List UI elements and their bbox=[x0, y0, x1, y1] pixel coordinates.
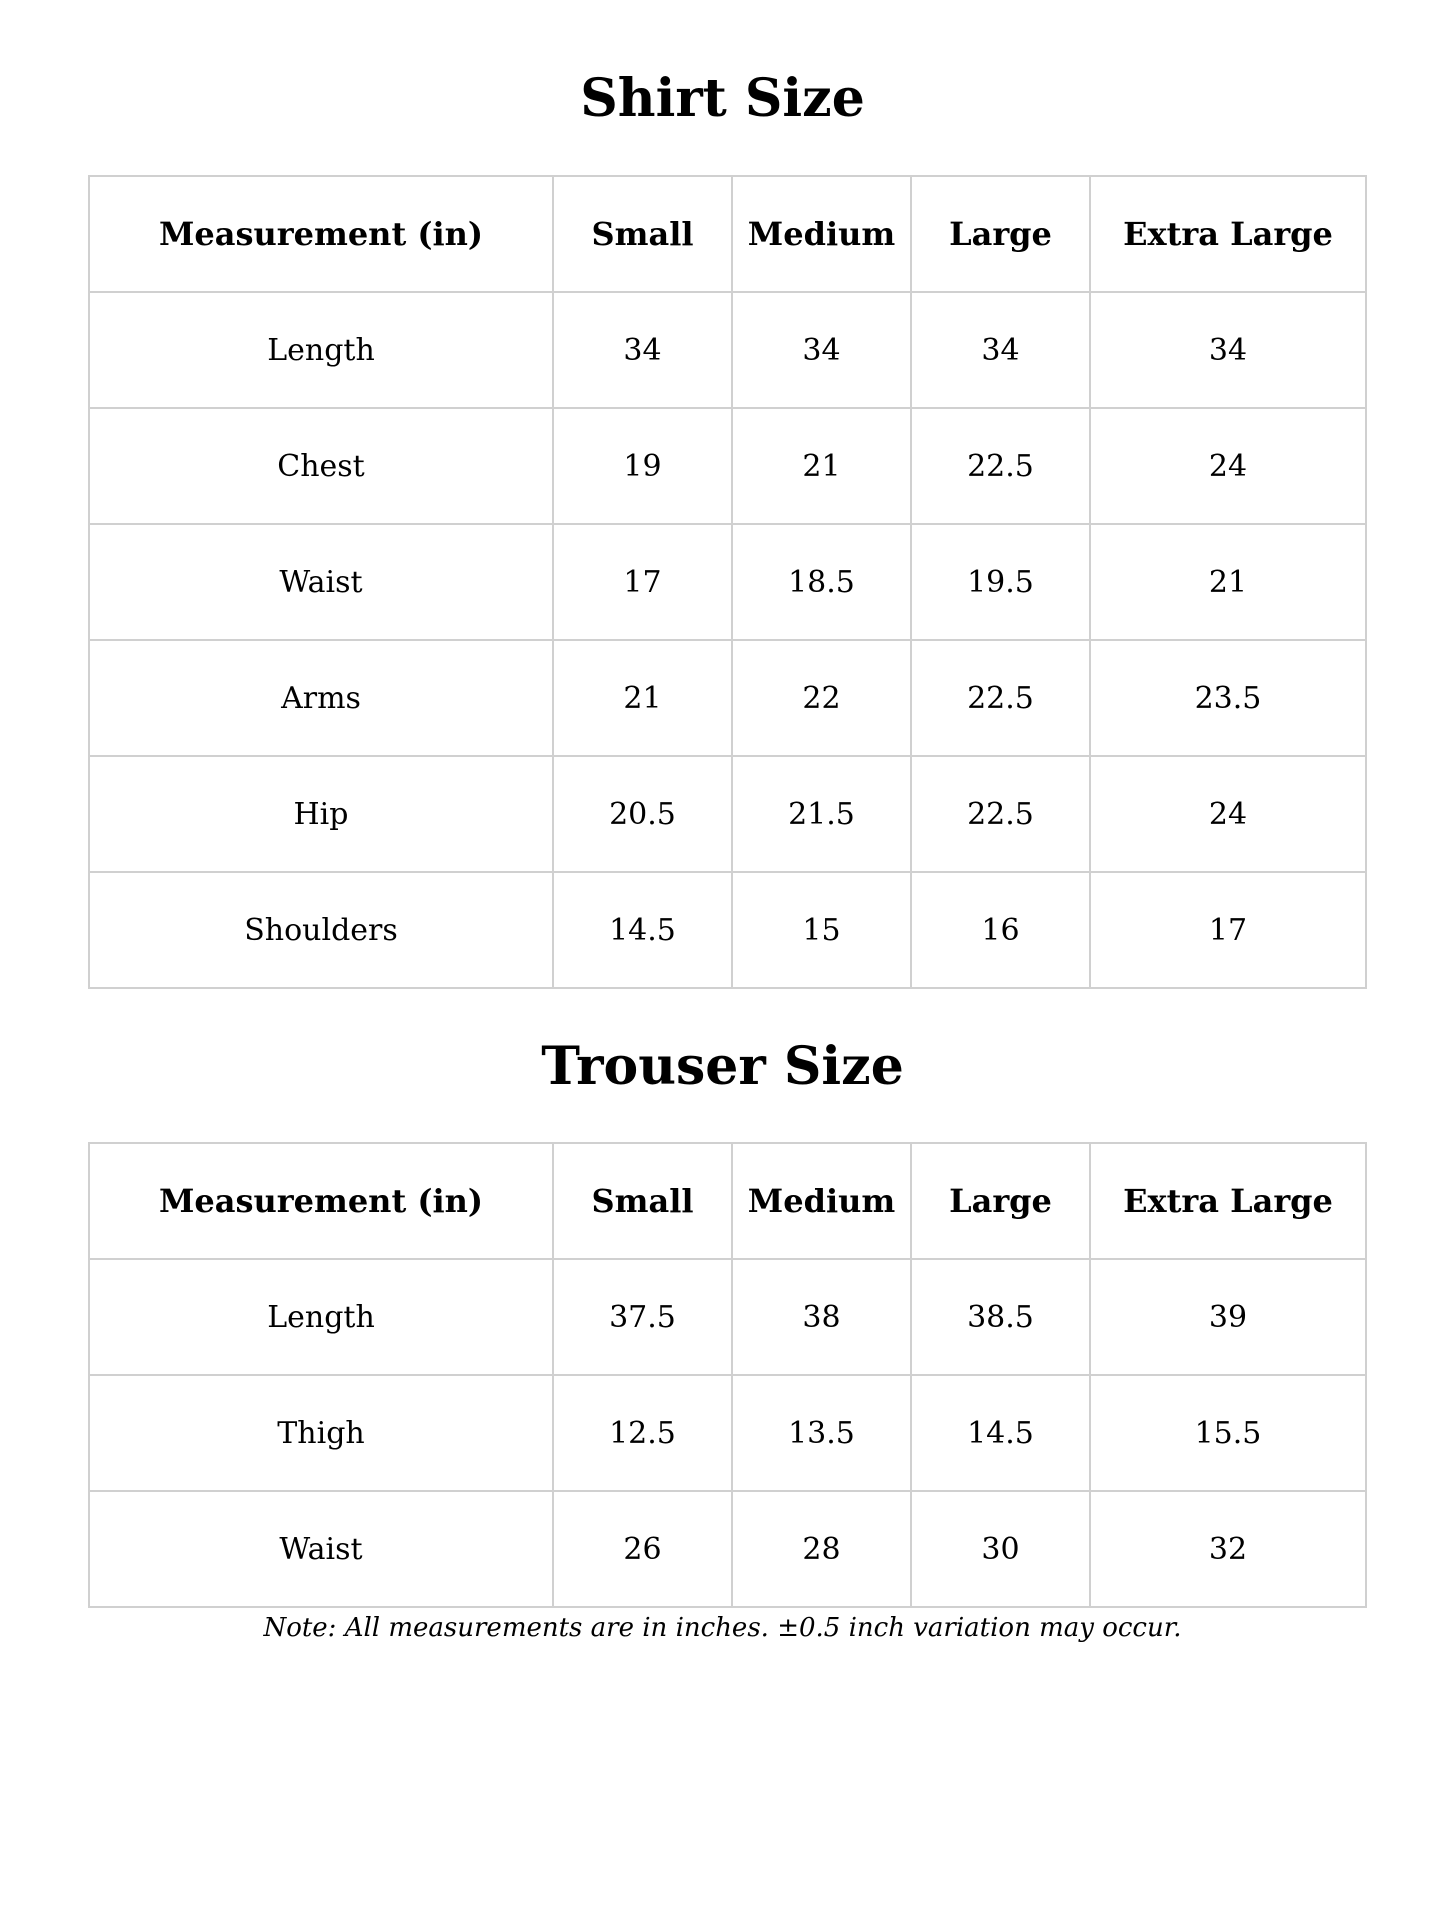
shirt-size-title: Shirt Size bbox=[580, 68, 865, 129]
table-row bbox=[89, 1491, 1366, 1607]
table-cell: 34 bbox=[911, 292, 1090, 408]
table-cell: 15.5 bbox=[1090, 1375, 1366, 1491]
table-cell: 19 bbox=[553, 408, 732, 524]
table-cell: 21 bbox=[1090, 524, 1366, 640]
table-cell: 32 bbox=[1090, 1491, 1366, 1607]
table-cell: 14.5 bbox=[911, 1375, 1090, 1491]
table-cell: 22.5 bbox=[911, 640, 1090, 756]
table-cell: 21 bbox=[732, 408, 911, 524]
row-label: Waist bbox=[89, 1491, 553, 1607]
table-row bbox=[89, 408, 1366, 524]
table-cell: 21.5 bbox=[732, 756, 911, 872]
column-header: Small bbox=[553, 176, 732, 292]
table-cell: 23.5 bbox=[1090, 640, 1366, 756]
column-header: Small bbox=[553, 1143, 732, 1259]
column-header: Extra Large bbox=[1090, 1143, 1366, 1259]
table-cell: 16 bbox=[911, 872, 1090, 988]
table-cell: 13.5 bbox=[732, 1375, 911, 1491]
table-cell: 14.5 bbox=[553, 872, 732, 988]
table-header-row bbox=[89, 1143, 1366, 1259]
table-cell: 24 bbox=[1090, 756, 1366, 872]
table-cell: 34 bbox=[1090, 292, 1366, 408]
table-cell: 17 bbox=[553, 524, 732, 640]
row-label: Arms bbox=[89, 640, 553, 756]
table-cell: 24 bbox=[1090, 408, 1366, 524]
table-cell: 22.5 bbox=[911, 408, 1090, 524]
column-header: Extra Large bbox=[1090, 176, 1366, 292]
column-header: Measurement (in) bbox=[89, 1143, 553, 1259]
row-label: Length bbox=[89, 292, 553, 408]
column-header: Large bbox=[911, 1143, 1090, 1259]
table-cell: 30 bbox=[911, 1491, 1090, 1607]
measurement-note: Note: All measurements are in inches. ±0.5 inch variation may occur. bbox=[263, 1613, 1182, 1643]
row-label: Hip bbox=[89, 756, 553, 872]
table-cell: 19.5 bbox=[911, 524, 1090, 640]
table-cell: 15 bbox=[732, 872, 911, 988]
column-header: Large bbox=[911, 176, 1090, 292]
table-row bbox=[89, 872, 1366, 988]
table-cell: 22 bbox=[732, 640, 911, 756]
table-row bbox=[89, 1259, 1366, 1375]
row-label: Shoulders bbox=[89, 872, 553, 988]
row-label: Chest bbox=[89, 408, 553, 524]
table-cell: 18.5 bbox=[732, 524, 911, 640]
row-label: Waist bbox=[89, 524, 553, 640]
table-row bbox=[89, 756, 1366, 872]
table-cell: 28 bbox=[732, 1491, 911, 1607]
row-label: Length bbox=[89, 1259, 553, 1375]
table-cell: 38.5 bbox=[911, 1259, 1090, 1375]
table-cell: 39 bbox=[1090, 1259, 1366, 1375]
column-header: Medium bbox=[732, 176, 911, 292]
table-cell: 26 bbox=[553, 1491, 732, 1607]
table-row bbox=[89, 1375, 1366, 1491]
table-cell: 20.5 bbox=[553, 756, 732, 872]
row-label: Thigh bbox=[89, 1375, 553, 1491]
shirt-size-table bbox=[88, 175, 1367, 989]
column-header: Medium bbox=[732, 1143, 911, 1259]
table-cell: 12.5 bbox=[553, 1375, 732, 1491]
table-cell: 21 bbox=[553, 640, 732, 756]
table-cell: 37.5 bbox=[553, 1259, 732, 1375]
table-cell: 22.5 bbox=[911, 756, 1090, 872]
table-cell: 34 bbox=[732, 292, 911, 408]
table-cell: 17 bbox=[1090, 872, 1366, 988]
table-header-row bbox=[89, 176, 1366, 292]
table-cell: 38 bbox=[732, 1259, 911, 1375]
table-row bbox=[89, 524, 1366, 640]
table-row bbox=[89, 640, 1366, 756]
table-cell: 34 bbox=[553, 292, 732, 408]
table-row bbox=[89, 292, 1366, 408]
column-header: Measurement (in) bbox=[89, 176, 553, 292]
trouser-size-title: Trouser Size bbox=[541, 1036, 904, 1097]
trouser-size-table bbox=[88, 1142, 1367, 1608]
